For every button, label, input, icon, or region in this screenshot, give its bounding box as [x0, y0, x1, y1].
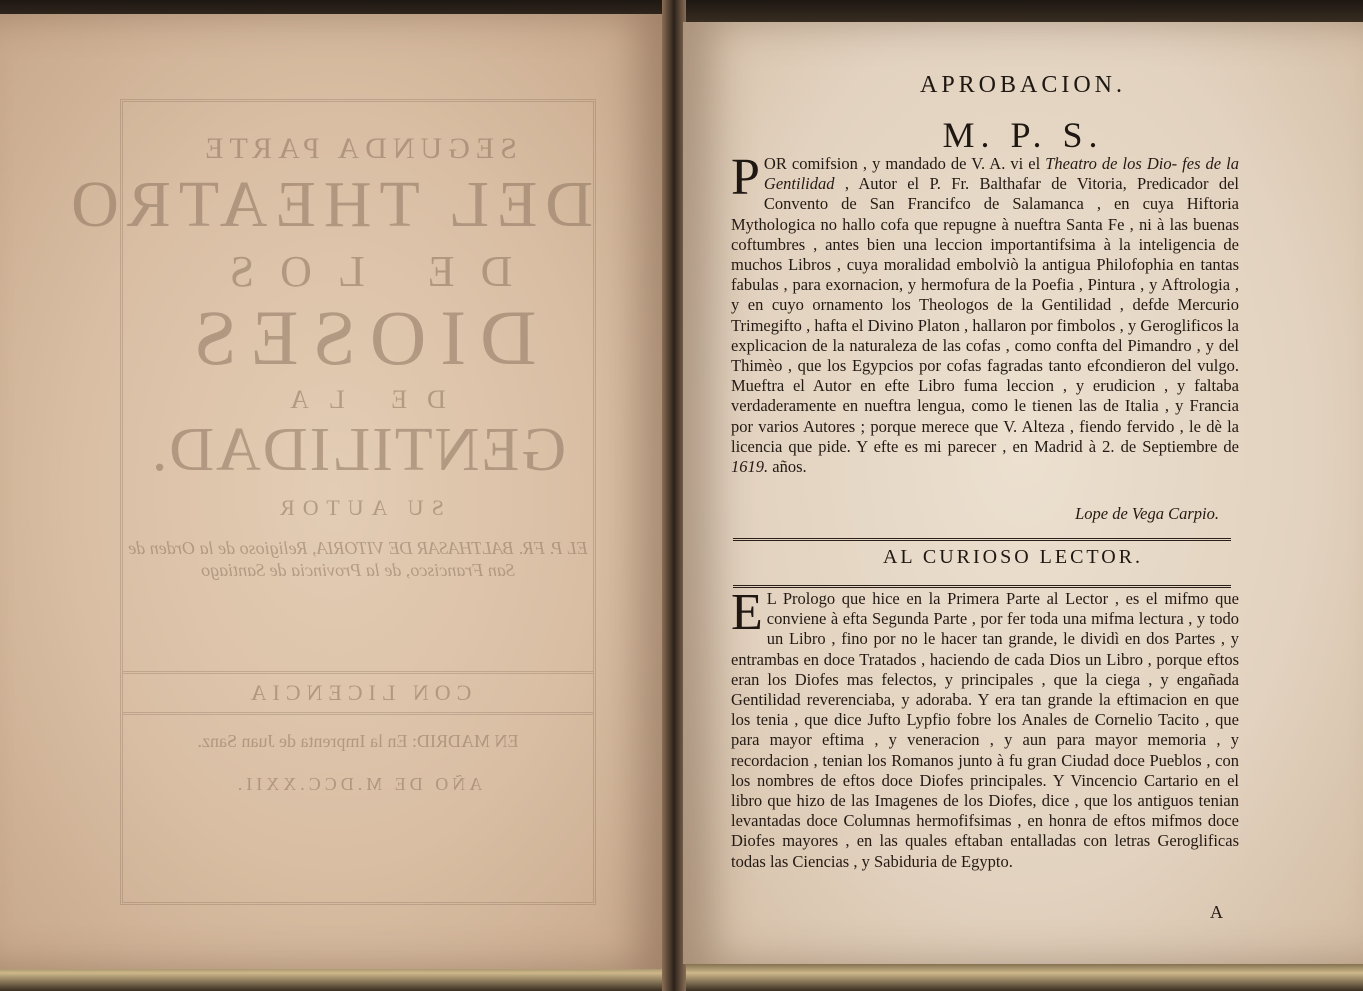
lector-text [731, 584, 1239, 872]
text-run: años. [768, 457, 807, 477]
approbation-text [731, 149, 1240, 477]
approbation-signature: Lope de Vega Carpio. [1075, 504, 1219, 523]
page-subheading: M. P. S. [942, 115, 1104, 155]
ghost-line: SEGUNDA PARTE [199, 132, 517, 165]
text-run-italic: Theatro de los Dio- [1045, 154, 1178, 173]
ghost-line: DIOSES [179, 294, 537, 381]
ghost-line: GENTILIDAD. [149, 416, 567, 484]
ghost-line: CON LICENCIA [123, 671, 593, 715]
date-italic: 1619. [731, 457, 769, 477]
dropcap: P [731, 149, 760, 206]
right-page [683, 22, 1363, 964]
ghost-line: DE LOS [203, 247, 513, 296]
text-run: OR comifsion , y mandado de V. A. vi el [763, 154, 1046, 173]
bleed-through-title [63, 99, 596, 905]
double-rule [733, 585, 1231, 588]
dropcap: E [731, 584, 763, 641]
text-run-italic: fes de la Gentilidad [763, 154, 1240, 194]
left-page [0, 14, 668, 969]
ghost-line: EL P. FR. BALTHASAR DE VITORIA, Religioso de la Orden de San Francisco, de la Provincia de Santiago [128, 538, 588, 580]
section-heading: AL CURIOSO LECTOR. [882, 546, 1144, 568]
text-run: , Autor el P. Fr. Balthafar de Vitoria, Predicador del Convento de San Francifco de Salamanca , en cuya Hiftoria Mythologica no hallo cofa que repugne à nueftra Santa Fe , ni à las buenas coftumbres , antes bien una leccion importantifsima à la inteligencia de muchos Libros , cuya moralidad embolviò la antigua Philofophia en tantas fabulas , para exornacion, y hermofura de la Poefia , Pintura , y Aftrologia , y en cuyo ornamento los Theologos de la Gentilidad , defde Mercurio Trimegifto , hafta el Divino Platon , hallaron por fimbolos , y Geroglificos la explicacion de la naturaleza de las cofas , como confta del Pimandro , y del Thimèo , que los Egypcios por cofas fagradas tanto efcondieron del vulgo. Mueftra el Autor en efte Libro fuma leccion , y erudicion , y faltaba verdaderamente en nueftra lengua, como le tienen las de Italia , y Francia por varios Autores ; porque merece que V. Alteza , fiendo fervido , le dè la licencia que pide. Y efte es mi parecer , en Madrid à 2. de Septiembre de [731, 174, 1239, 456]
ghost-line: SU AUTOR [272, 495, 444, 520]
text-run: L Prologo que hice en la Primera Parte al Lector , es el mifmo que conviene à efta Segunda Parte , por fer toda una mifma lectura , y todo un Libro , fino por no le hacer tan grande, le dividì en dos Partes , y entrambas en doce Tratados , haciendo de cada Dios un Libro , porque eftos eran los Diofes mas felectos, y principales , que la ciega , y engañada Gentilidad reverenciaba, y adoraba. Y era tan grande la eftimacion en que los tenia , que dice Jufto Lypfio fobre los Anales de Cornelio Tacito , que para mayor eftima , y veneracion , y aun para mayor memoria , y recordacion , tenian los Romanos junto à fu gran Ciudad doce Pueblos , con los nombres de eftos doce Diofes principales. Y Vincencio Cartario en el libro que hizo de las Imagenes de los Diofes, dice , que los antiguos tenian levantadas doce Columnas hermofifsimas , en honra de eftos mifmos doce Diofes mayores , en las quales eftaban entalladas con letras Geroglificas todas las Ciencias , y Sabiduria de Egypto. [731, 589, 1239, 871]
double-rule [733, 538, 1231, 541]
ghost-line: AÑO DE M.DCC.XXII. [233, 774, 483, 794]
ghost-line: EN MADRID: En la Imprenta de Juan Sanz. [197, 731, 519, 751]
signature-mark: A [1210, 902, 1223, 922]
page-heading: APROBACION. [919, 72, 1127, 98]
ghost-line: DEL THEATRO [63, 168, 593, 241]
ghost-line: DE LA [270, 385, 446, 414]
